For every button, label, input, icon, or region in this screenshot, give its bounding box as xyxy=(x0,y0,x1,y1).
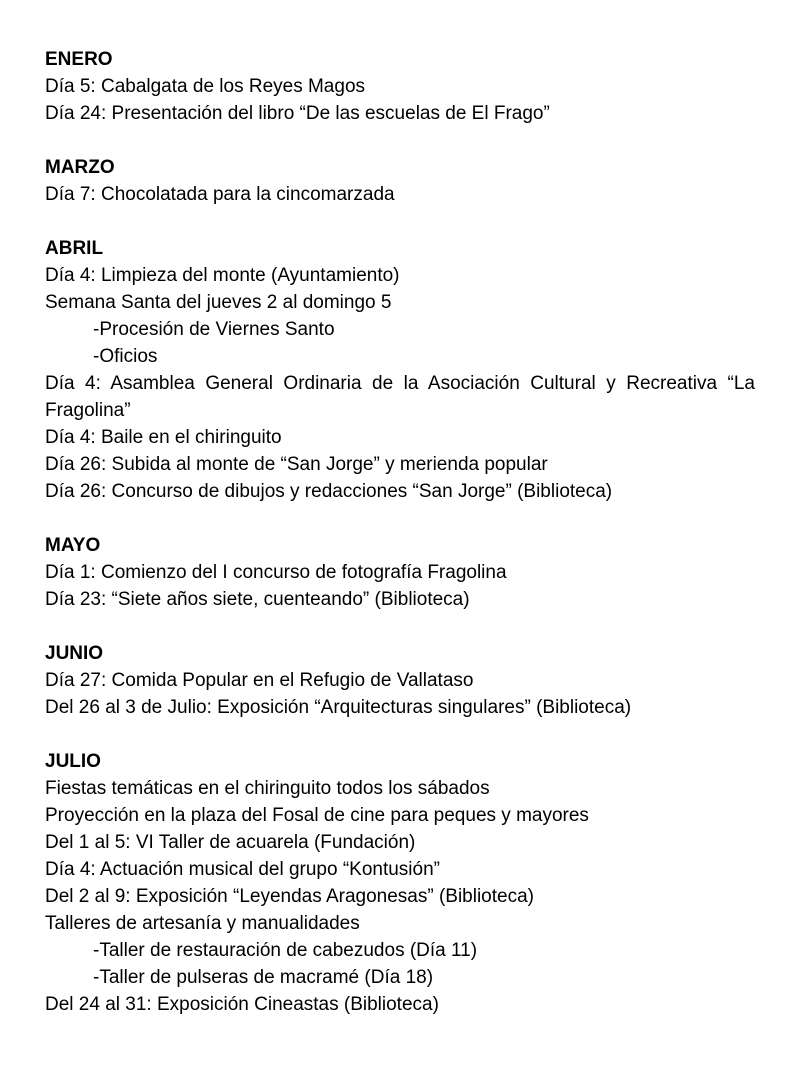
event-line: Día 27: Comida Popular en el Refugio de Vallataso xyxy=(45,670,474,691)
month-section-abril xyxy=(45,235,755,505)
event-line: Día 26: Concurso de dibujos y redacciones “San Jorge” (Biblioteca) xyxy=(45,481,613,502)
event-line: Día 4: Limpieza del monte (Ayuntamiento) xyxy=(45,265,400,286)
event-line: Proyección en la plaza del Fosal de cine para peques y mayores xyxy=(45,805,589,826)
event-line: Del 24 al 31: Exposición Cineastas (Biblioteca) xyxy=(45,994,439,1015)
event-line: Día 1: Comienzo del I concurso de fotografía Fragolina xyxy=(45,562,507,583)
event-line: Semana Santa del jueves 2 al domingo 5 xyxy=(45,292,392,313)
month-heading: JULIO xyxy=(45,751,101,772)
event-line: Talleres de artesanía y manualidades xyxy=(45,913,360,934)
month-section-junio xyxy=(45,640,755,721)
event-line: Del 1 al 5: VI Taller de acuarela (Fundación) xyxy=(45,832,416,853)
events-document xyxy=(45,46,755,1018)
month-section-enero xyxy=(45,46,755,127)
month-heading: MARZO xyxy=(45,157,115,178)
event-line: Día 23: “Siete años siete, cuenteando” (Biblioteca) xyxy=(45,589,470,610)
month-heading: MAYO xyxy=(45,535,101,556)
event-line: Día 4: Actuación musical del grupo “Kontusión” xyxy=(45,859,440,880)
event-line: Día 4: Baile en el chiringuito xyxy=(45,427,282,448)
month-heading: ABRIL xyxy=(45,238,104,259)
month-section-julio xyxy=(45,748,755,1018)
month-section-mayo xyxy=(45,532,755,613)
month-heading: JUNIO xyxy=(45,643,104,664)
event-line: Día 26: Subida al monte de “San Jorge” y merienda popular xyxy=(45,454,548,475)
event-line: Día 4: Asamblea General Ordinaria de la Asociación Cultural y Recreativa “La Fragolina” xyxy=(45,373,755,421)
month-section-marzo xyxy=(45,154,755,208)
month-heading: ENERO xyxy=(45,49,113,70)
event-line: -Oficios xyxy=(93,346,158,367)
event-line: Fiestas temáticas en el chiringuito todos los sábados xyxy=(45,778,490,799)
event-line: -Procesión de Viernes Santo xyxy=(93,319,335,340)
event-line: -Taller de restauración de cabezudos (Día 11) xyxy=(93,940,478,961)
event-line: Del 2 al 9: Exposición “Leyendas Aragonesas” (Biblioteca) xyxy=(45,886,534,907)
event-line: -Taller de pulseras de macramé (Día 18) xyxy=(93,967,434,988)
event-line: Del 26 al 3 de Julio: Exposición “Arquitecturas singulares” (Biblioteca) xyxy=(45,697,632,718)
event-line: Día 7: Chocolatada para la cincomarzada xyxy=(45,184,395,205)
event-line: Día 24: Presentación del libro “De las escuelas de El Frago” xyxy=(45,103,550,124)
event-line: Día 5: Cabalgata de los Reyes Magos xyxy=(45,76,366,97)
